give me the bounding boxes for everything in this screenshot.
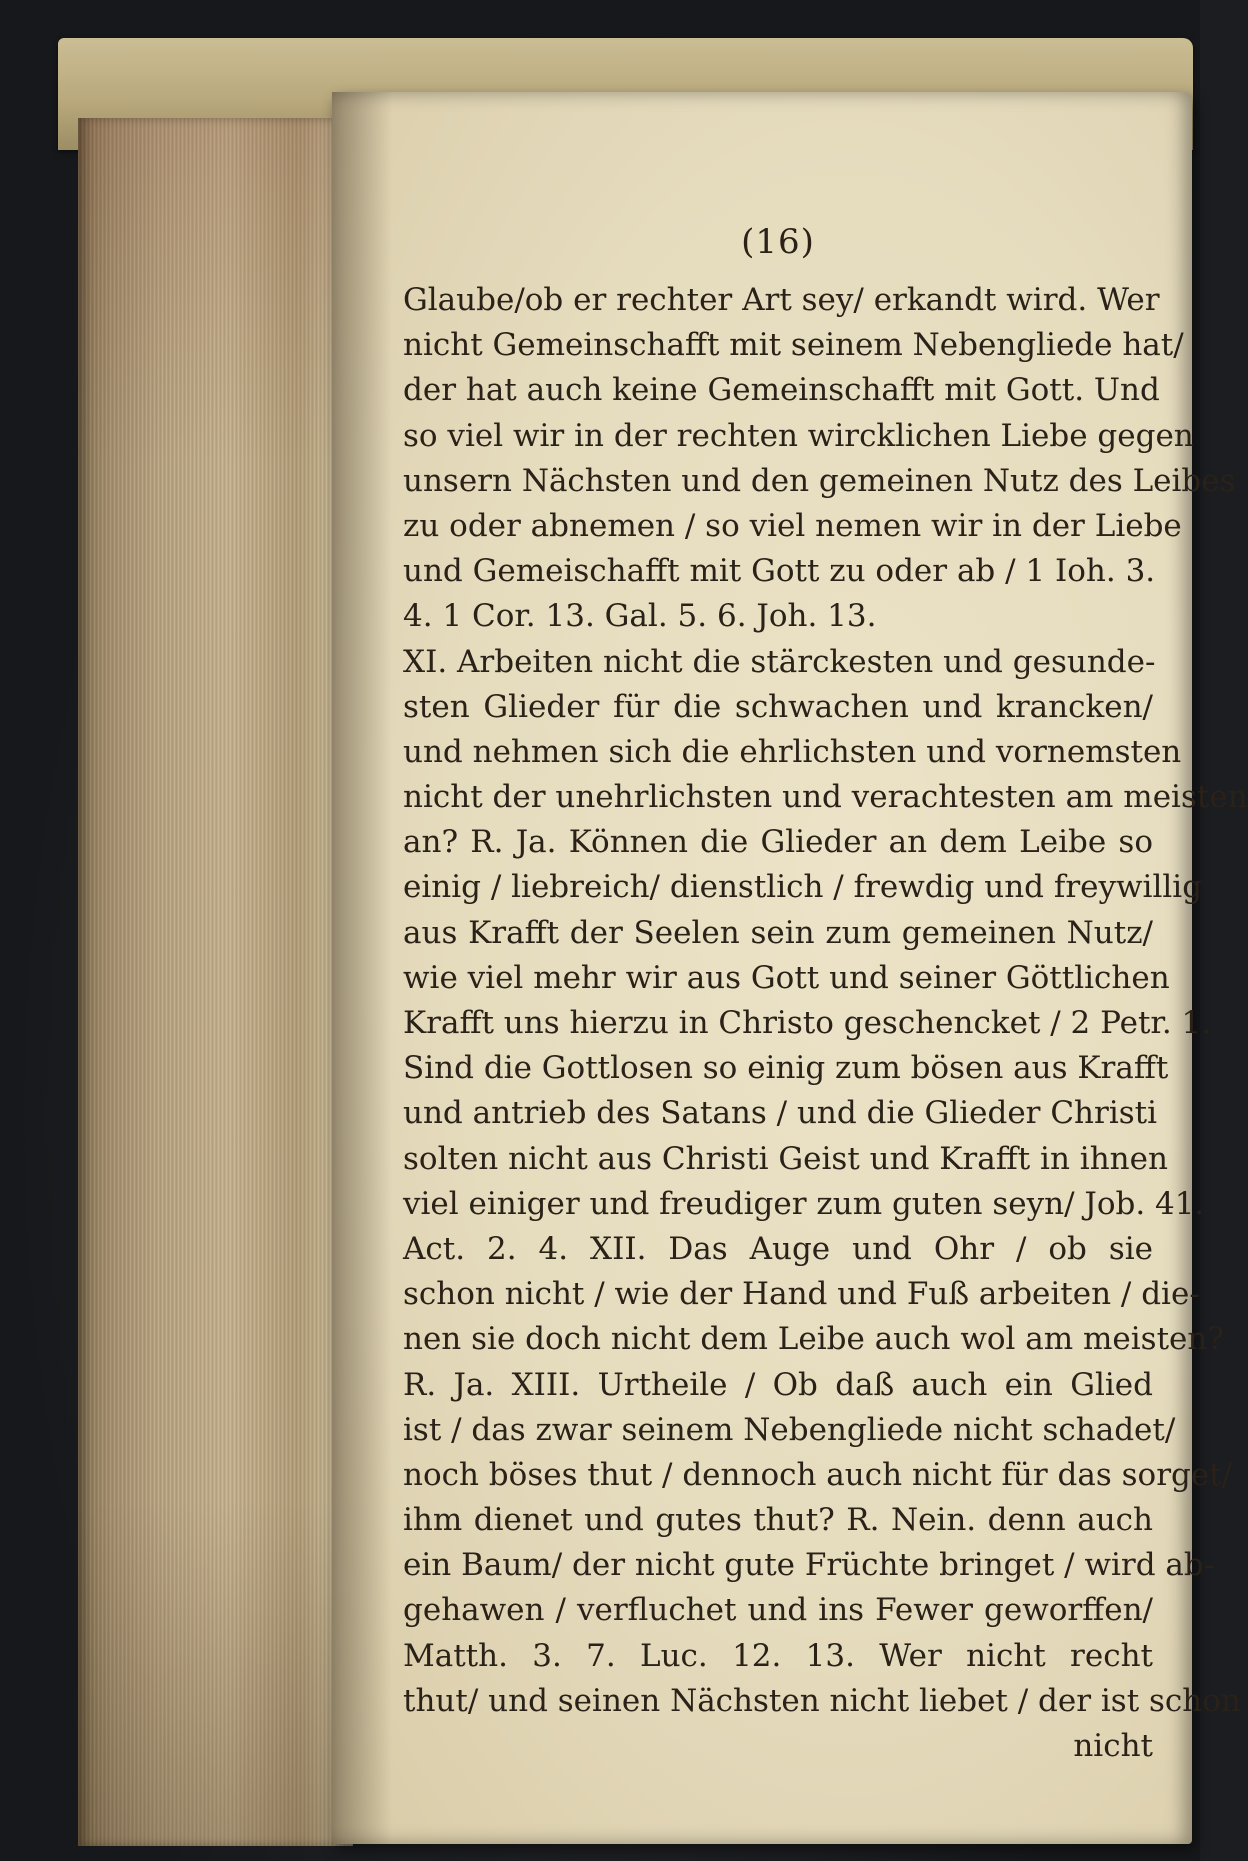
text-line: gehawen / verfluchet und ins Fewer geworffen/ bbox=[403, 1592, 1153, 1629]
text-line: ein Baum/ der nicht gute Früchte bringet / wird ab- bbox=[403, 1547, 1215, 1584]
text-line: Act. 2. 4. XII. Das Auge und Ohr / ob sie bbox=[403, 1230, 1153, 1267]
text-line: thut/ und seinen Nächsten nicht liebet / der ist schon bbox=[403, 1682, 1241, 1719]
page-number: (16) bbox=[741, 222, 815, 262]
page-text bbox=[403, 212, 1248, 1769]
text-line: der hat auch keine Gemeinschafft mit Gott. Und bbox=[403, 372, 1160, 409]
text-line: ist / das zwar seinem Nebengliede nicht schadet/ bbox=[403, 1411, 1176, 1448]
text-line: nicht Gemeinschafft mit seinem Nebengliede hat/ bbox=[403, 327, 1184, 364]
text-line: Sind die Gottlosen so einig zum bösen aus Krafft bbox=[403, 1050, 1169, 1087]
text-line: viel einiger und freudiger zum guten seyn/ Job. 41. bbox=[403, 1185, 1205, 1222]
text-line: und Gemeischafft mit Gott zu oder ab / 1 Ioh. 3. bbox=[403, 553, 1156, 590]
text-line: R. Ja. XIII. Urtheile / Ob daß auch ein Glied bbox=[403, 1366, 1153, 1403]
text-line: zu oder abnemen / so viel nemen wir in der Liebe bbox=[403, 507, 1182, 544]
text-line: sten Glieder für die schwachen und krancken/ bbox=[403, 688, 1153, 725]
text-line: ihm dienet und gutes thut? R. Nein. denn auch bbox=[403, 1502, 1153, 1539]
text-lines bbox=[403, 278, 1248, 1769]
text-line: einig / liebreich/ dienstlich / frewdig und freywillig bbox=[403, 869, 1203, 906]
text-line: an? R. Ja. Können die Glieder an dem Leibe so bbox=[403, 824, 1153, 861]
text-line: unsern Nächsten und den gemeinen Nutz des Leibes bbox=[403, 462, 1236, 499]
catchword: nicht bbox=[1073, 1728, 1153, 1764]
text-line: Glaube/ob er rechter Art sey/ erkandt wird. Wer bbox=[403, 282, 1160, 318]
text-line: noch böses thut / dennoch auch nicht für das sorget/ bbox=[403, 1456, 1233, 1493]
text-line: nicht der unehrlichsten und verachtesten am meisten bbox=[403, 779, 1248, 816]
text-line: solten nicht aus Christi Geist und Krafft in ihnen bbox=[403, 1140, 1168, 1177]
page-block-edges bbox=[78, 118, 353, 1846]
text-line: 4. 1 Cor. 13. Gal. 5. 6. Joh. 13. bbox=[403, 598, 877, 635]
text-line: Matth. 3. 7. Luc. 12. 13. Wer nicht recht bbox=[403, 1637, 1153, 1674]
text-line: wie viel mehr wir aus Gott und seiner Göttlichen bbox=[403, 959, 1170, 996]
text-line: XI. Arbeiten nicht die stärckesten und gesunde- bbox=[403, 643, 1156, 680]
text-line: Krafft uns hierzu in Christo geschencket / 2 Petr. 1. bbox=[403, 1005, 1212, 1041]
text-line: so viel wir in der rechten wircklichen Liebe gegen bbox=[403, 417, 1194, 454]
text-line: nen sie doch nicht dem Leibe auch wol am meisten? bbox=[403, 1321, 1224, 1358]
text-line: und nehmen sich die ehrlichsten und vornemsten bbox=[403, 733, 1182, 770]
text-line: und antrieb des Satans / und die Glieder Christi bbox=[403, 1095, 1158, 1132]
text-line: aus Krafft der Seelen sein zum gemeinen Nutz/ bbox=[403, 914, 1153, 951]
text-line: schon nicht / wie der Hand und Fuß arbeiten / die- bbox=[403, 1276, 1200, 1313]
